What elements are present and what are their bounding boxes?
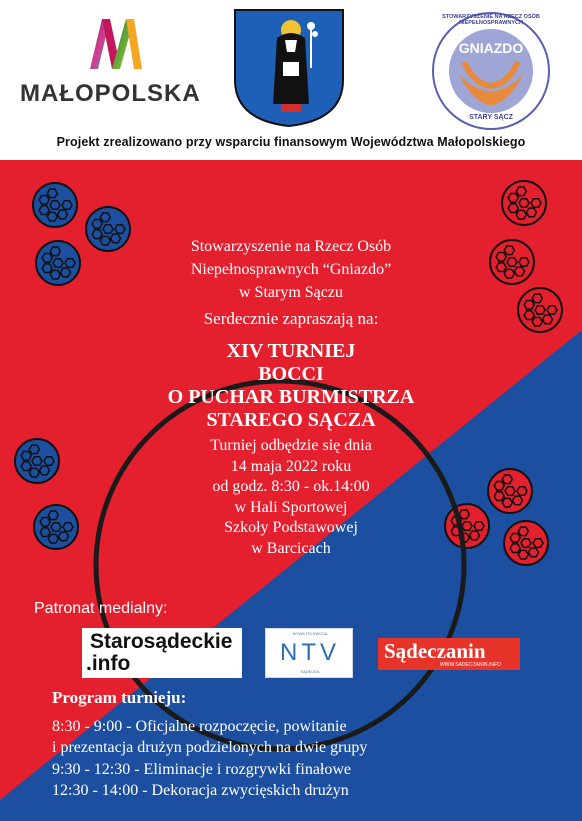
gniazdo-logo-ring-text: STOWARZYSZENIE NA RZECZ OSÓB NIEPEŁNOSPRAWNYCH: [442, 14, 540, 26]
detail-line-4: w Hali Sportowej: [234, 499, 348, 516]
sadeczanin-url: WWW.SADECZANIN.INFO: [440, 662, 501, 668]
title-line-3: O PUCHAR BURMISTRZA: [167, 386, 415, 408]
invite-line: Serdecznie zapraszają na:: [203, 309, 379, 328]
patronat-label: Patronat medialny:: [34, 600, 168, 617]
header: [0, 0, 582, 160]
coat-of-arms: [233, 8, 345, 128]
blue-ball-icon: [33, 183, 77, 227]
org-line-3: w Starym Sączu: [239, 284, 343, 301]
detail-line-6: w Barcicach: [251, 540, 331, 557]
detail-line-5: Szkoły Podstawowej: [224, 519, 358, 536]
program-item: i prezentacja drużyn podzielonych na dwie grupy: [52, 739, 368, 756]
title-line-4: STAREGO SĄCZA: [206, 409, 376, 431]
funding-note: Projekt zrealizowano przy wsparciu finansowym Województwa Małopolskiego: [56, 135, 526, 149]
org-line-1: Stowarzyszenie na Rzecz Osób: [190, 238, 392, 255]
sadeczanin-logo-text: Sądeczanin: [384, 639, 486, 663]
detail-line-2: 14 maja 2022 roku: [230, 458, 352, 475]
program-heading: Program turnieju:: [52, 688, 187, 707]
red-ball-icon: [502, 181, 546, 225]
ntv-logo: [265, 628, 353, 678]
starosadeckie-logo-line-1: Starosądeckie: [90, 630, 233, 653]
gniazdo-logo: [430, 10, 552, 132]
program-item: 12:30 - 14:00 - Dekoracja zwycięskich drużyn: [52, 782, 349, 799]
ntv-logo-small-top: NOWA TELEWIZJA: [292, 631, 328, 636]
malopolska-m-icon: [18, 14, 208, 84]
program-item: 9:30 - 12:30 - Eliminacje i rozgrywki finałowe: [52, 761, 352, 778]
program-item: 8:30 - 9:00 - Oficjalne rozpoczęcie, powitanie: [52, 718, 347, 735]
title-line-1: XIV TURNIEJ: [226, 340, 356, 362]
starosadeckie-logo-line-2: .info: [86, 652, 131, 675]
detail-line-3: od godz. 8:30 - ok.14:00: [212, 478, 370, 495]
coat-of-arms-icon: [233, 8, 345, 128]
ntv-logo-text: NTV: [280, 639, 340, 666]
sadeczanin-logo: [378, 638, 520, 670]
org-line-2: Niepełnosprawnych “Gniazdo”: [190, 261, 392, 278]
detail-line-1: Turniej odbędzie się dnia: [210, 437, 372, 454]
gniazdo-logo-bottom-text: STARY SĄCZ: [469, 114, 513, 121]
malopolska-logo: [18, 14, 208, 114]
title-line-2: BOCCI: [258, 363, 324, 385]
starosadeckie-logo: [82, 628, 242, 678]
ntv-logo-small-bottom: SĄDECKA: [300, 669, 320, 674]
malopolska-wordmark: MAŁOPOLSKA: [20, 80, 201, 107]
gniazdo-logo-center-text: GNIAZDO: [458, 40, 524, 56]
